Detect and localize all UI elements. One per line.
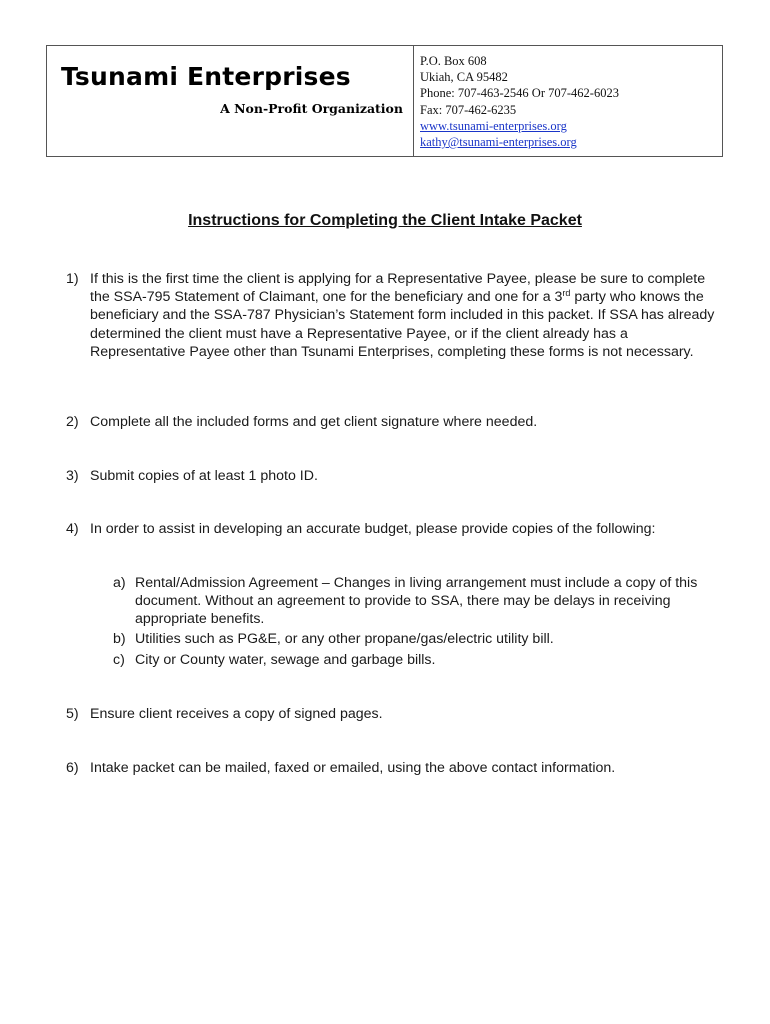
item-text: Submit copies of at least 1 photo ID. — [90, 468, 318, 484]
sub-item-letter: b) — [113, 631, 126, 647]
item-text: Ensure client receives a copy of signed pages. — [90, 706, 383, 722]
item-text: In order to assist in developing an accurate budget, please provide copies of the following: — [90, 521, 656, 537]
sub-item-text: City or County water, sewage and garbage bills. — [135, 652, 436, 668]
sub-list-item — [113, 630, 723, 648]
sub-item-text: Rental/Admission Agreement – Changes in living arrangement must include a copy of this document. Without an agreement to provide to SSA, there may be delays in receiving appropriate benefits. — [135, 575, 698, 628]
item-text: Complete all the included forms and get client signature where needed. — [90, 414, 538, 430]
org-tagline: A Non-Profit Organization — [220, 101, 403, 116]
sub-item-text: Utilities such as PG&E, or any other propane/gas/electric utility bill. — [135, 631, 554, 647]
list-item — [66, 520, 726, 538]
item-number: 1) — [66, 271, 79, 287]
email-link[interactable]: kathy@tsunami-enterprises.org — [420, 135, 577, 150]
list-item — [66, 705, 726, 723]
list-item — [66, 413, 726, 431]
item-number: 3) — [66, 468, 79, 484]
item-number: 2) — [66, 414, 79, 430]
website-link[interactable]: www.tsunami-enterprises.org — [420, 118, 567, 133]
sub-item-letter: c) — [113, 652, 125, 668]
sub-item-letter: a) — [113, 575, 126, 591]
phone: Phone: 707-463-2546 Or 707-462-6023 — [420, 86, 619, 101]
city: Ukiah, CA 95482 — [420, 70, 508, 85]
fax: Fax: 707-462-6235 — [420, 102, 517, 117]
document-title: Instructions for Completing the Client Intake Packet — [188, 212, 582, 229]
item-number: 5) — [66, 706, 79, 722]
header-divider — [413, 46, 414, 156]
po-box: P.O. Box 608 — [420, 54, 487, 68]
list-item — [66, 759, 726, 777]
item-text: If this is the first time the client is applying for a Representative Payee, please be sure to complete the SSA-795 Statement of Claimant, one for the beneficiary and one for a 3rd party who knows the beneficiary and the SSA-787 Physician’s Statement form included in this packet. If SSA has already determined the client must have a Representative Payee, or if the client already has a Representative Payee other than Tsunami Enterprises, completing these forms is not necessary. — [90, 271, 715, 360]
contact-block — [420, 53, 619, 150]
item-number: 4) — [66, 521, 79, 537]
list-item — [66, 467, 726, 485]
sub-list-item — [113, 651, 723, 669]
org-name: Tsunami Enterprises — [61, 62, 351, 91]
item-number: 6) — [66, 760, 79, 776]
sub-list-item — [113, 574, 723, 629]
item-text: Intake packet can be mailed, faxed or emailed, using the above contact information. — [90, 760, 616, 776]
letterhead — [46, 45, 723, 157]
list-item — [66, 270, 726, 361]
